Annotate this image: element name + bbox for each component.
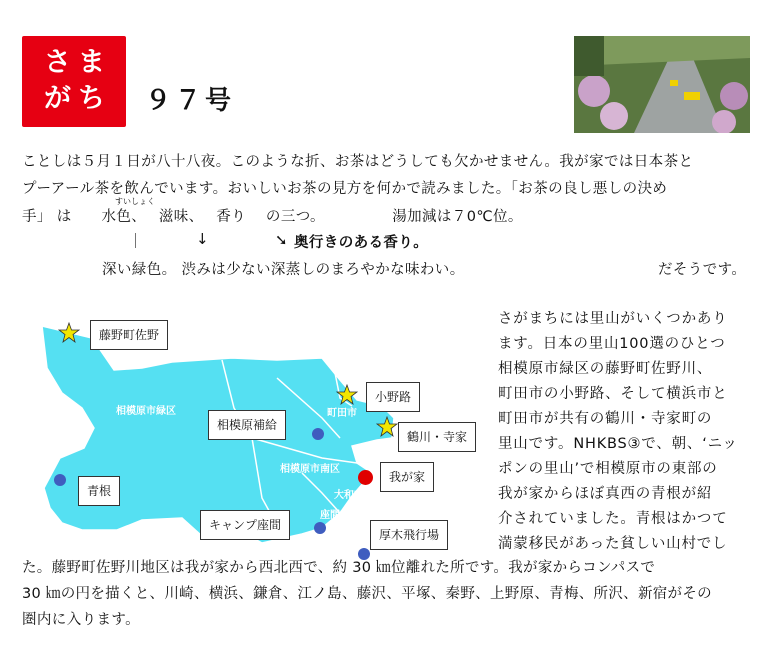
star-icon xyxy=(336,384,358,406)
right-line: 介されていました。青根はかつて xyxy=(498,511,728,527)
logo-char: ち xyxy=(78,83,105,114)
region-label-midori: 相模原市緑区 xyxy=(116,406,176,417)
region-label-zama: 座間市 xyxy=(320,510,350,521)
aroma-note xyxy=(294,231,428,252)
star-icon xyxy=(58,322,80,344)
place-label-tsurukawa: 鶴川・寺家 xyxy=(398,422,476,452)
marker-home xyxy=(358,470,373,485)
marker-aone xyxy=(54,474,66,486)
right-line: 町田市が共有の鶴川・寺家町の xyxy=(498,411,713,427)
right-line: 里山です。NHKBS③で、朝、‘ニッ xyxy=(498,436,738,452)
place-label-home: 我が家 xyxy=(380,462,434,492)
garden-path-photo xyxy=(574,36,750,133)
bottom-line: 圏内に入ります。 xyxy=(22,612,141,628)
right-line: 我が家からほぼ真西の青根が紹 xyxy=(498,486,713,502)
logo-char: ま xyxy=(78,47,105,78)
right-line: ます。日本の里山100選のひとつ xyxy=(498,336,726,352)
star-icon xyxy=(376,416,398,438)
bottom-line: 30 ㎞の円を描くと、川崎、横浜、鎌倉、江ノ島、藤沢、平塚、秦野、上野原、青梅、所沢、新宿がその xyxy=(22,586,712,602)
place-label-camp-zama: キャンプ座間 xyxy=(200,510,290,540)
right-line: 満蒙移民があった貧しい山村でし xyxy=(498,536,728,552)
ruby-reading: すいしょく xyxy=(115,197,155,206)
logo-char: が xyxy=(44,83,71,114)
marker-sagamihara-depot xyxy=(312,428,324,440)
right-line: 町田市の小野路、そして横浜市と xyxy=(498,386,728,402)
logo xyxy=(22,36,126,127)
logo-char: さ xyxy=(44,47,71,78)
region-label-yamato: 大和市 xyxy=(334,490,364,501)
article-line: 深い緑色。 渋みは少ない深蒸しのまろやかな味わい。 xyxy=(102,262,465,278)
article-line: プーアール茶を飲んでいます。おいしいお茶の見方を何かで読みました。「お茶の良し悪しの決め xyxy=(22,181,668,197)
arrow-diagonal-icon: ➘ xyxy=(275,231,288,249)
article-line: 手」 は 水色、 滋味、 香り の三つ。 湯加減は７0℃位。 xyxy=(22,209,523,225)
place-label-aone: 青根 xyxy=(78,476,120,506)
right-line: ポンの里山’で相模原市の東部の xyxy=(498,461,718,477)
aroma-note-text: 奥行きのある香り。 xyxy=(294,235,429,251)
issue-number: ９７号 xyxy=(145,86,236,116)
place-label-onoji: 小野路 xyxy=(366,382,420,412)
region-label-machida: 町田市 xyxy=(327,408,357,419)
right-line: さがまちには里山がいくつかあり xyxy=(498,311,728,327)
article-line: ことしは５月１日が八十八夜。このような折、お茶はどうしても欠かせません。我が家では日本茶と xyxy=(22,154,694,170)
marker-camp-zama xyxy=(314,522,326,534)
article-line-end: だそうです。 xyxy=(658,262,747,278)
arrow-down-icon: ↓ xyxy=(196,230,209,248)
region-map xyxy=(22,298,468,564)
right-line: 相模原市緑区の藤野町佐野川、 xyxy=(498,361,713,377)
place-label-depot: 相模原補給 xyxy=(208,410,286,440)
region-label-minami: 相模原市南区 xyxy=(280,464,340,475)
arrow-line-icon: ｜ xyxy=(128,232,144,250)
place-label-atsugi: 厚木飛行場 xyxy=(370,520,448,550)
bottom-line: た。藤野町佐野川地区は我が家から西北西で、約 30 ㎞位離れた所です。我が家からコンパスで xyxy=(22,560,656,576)
place-label-fujino: 藤野町佐野 xyxy=(90,320,168,350)
